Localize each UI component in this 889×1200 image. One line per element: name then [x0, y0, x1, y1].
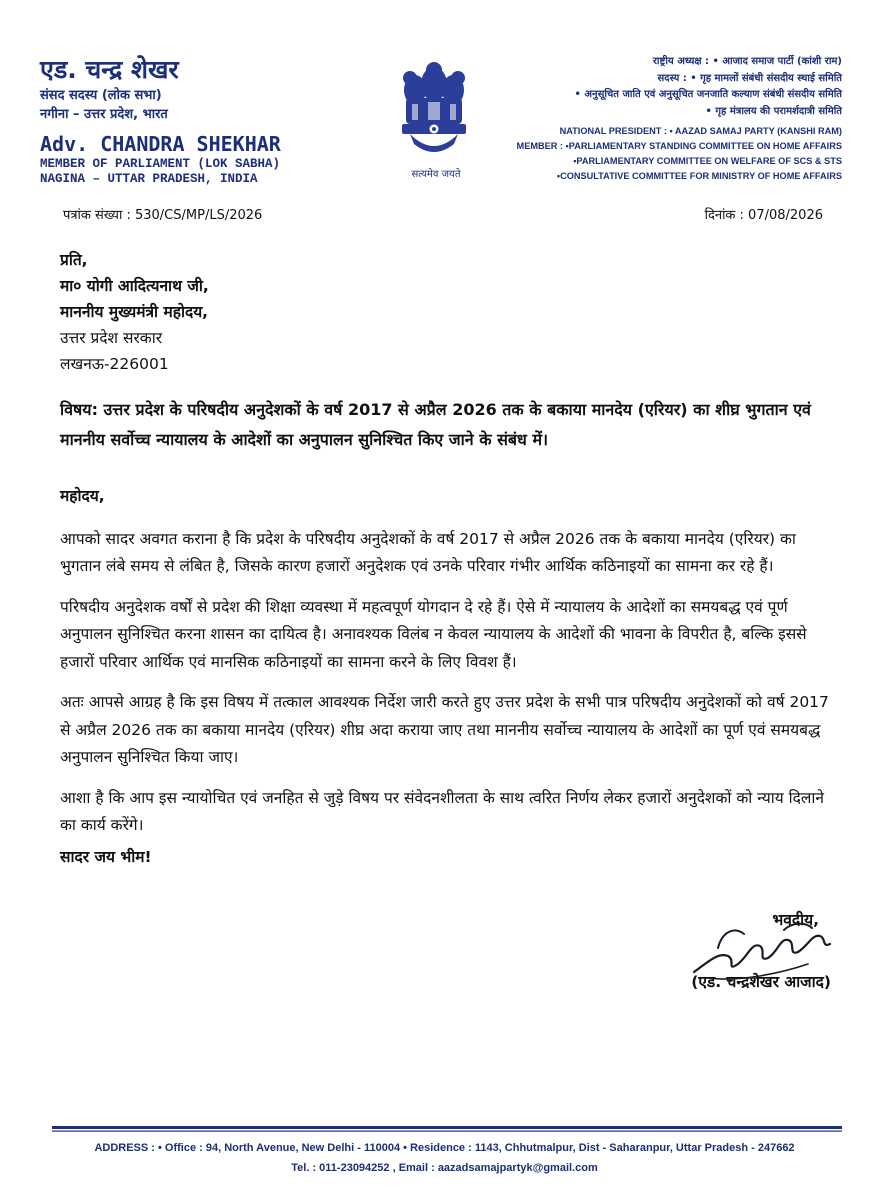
body-paragraph: परिषदीय अनुदेशक वर्षों से प्रदेश की शिक्षा व्यवस्था में महत्वपूर्ण योगदान दे रहे हैं। ऐसे में न्यायालय के आदेशों का समयबद्ध एवं पूर्ण अनुपालन सुनिश्चित करना शासन का दायित्व है। अनावश्यक विलंब न केवल न्यायालय के आदेशों की भावना के विपरीत है, बल्कि इससे हजारों परिवार आर्थिक एवं मानसिक कठिनाइयों का सामना करने के लिए विवश हैं।: [60, 597, 807, 671]
yours-faithfully: भवदीय,: [772, 911, 819, 929]
letterhead-right: [517, 54, 842, 184]
position-line-hindi: सदस्य : • गृह मामलों संबंधी संसदीय स्थाई समिति: [657, 72, 842, 84]
letter-subject: विषय: उत्तर प्रदेश के परिषदीय अनुदेशकों के वर्ष 2017 से अप्रैल 2026 तक के बकाया मानदेय (एरियर) का शीघ्र भुगतान एवं माननीय सर्वोच्च न्यायालय के आदेशों का अनुपालन सुनिश्चित किए जाने के संबंध में।: [60, 400, 811, 449]
position-line-english: •PARLIAMENTARY COMMITTEE ON WELFARE OF SCS & STS: [573, 156, 842, 166]
signatory-name: (एड. चन्द्रशेखर आजाद): [691, 973, 831, 991]
recipient-office: उत्तर प्रदेश सरकार: [60, 329, 163, 347]
salutation: महोदय,: [60, 487, 105, 505]
body-paragraph: अतः आपसे आग्रह है कि इस विषय में तत्काल आवश्यक निर्देश जारी करते हुए उत्तर प्रदेश के सभी पात्र परिषदीय अनुदेशकों को वर्ष 2017 से अप्रैल 2026 तक का बकाया मानदेय (एरियर) शीघ्र अदा कराया जाए तथा माननीय सर्वोच्च न्यायालय के आदेशों का पूर्ण एवं समयबद्ध अनुपालन सुनिश्चित किया जाए।: [60, 693, 829, 766]
sender-name-hindi: एड. चन्द्र शेखर: [40, 55, 179, 84]
position-line-english: •CONSULTATIVE COMMITTEE FOR MINISTRY OF HOME AFFAIRS: [556, 171, 842, 181]
recipient-name: मा० योगी आदित्यनाथ जी,: [60, 277, 209, 295]
recipient-title: माननीय मुख्यमंत्री महोदय,: [60, 303, 209, 321]
position-line-hindi: राष्ट्रीय अध्यक्ष : • आजाद समाज पार्टी (कांशी राम): [652, 56, 842, 67]
emblem-motto: सत्यमेव जयते: [411, 169, 461, 180]
recipient-city: लखनऊ-226001: [60, 355, 169, 373]
recipient-address: [60, 247, 209, 377]
sender-place-english: NAGINA – UTTAR PRADESH, INDIA: [40, 172, 258, 186]
sender-role-hindi: संसद सदस्य (लोक सभा): [40, 88, 162, 103]
closing-line: सादर जय भीम!: [60, 847, 152, 866]
body-paragraph: आशा है कि आप इस न्यायोचित एवं जनहित से जुड़े विषय पर संवेदनशीलता के साथ त्वरित निर्णय लेकर हजारों अनुदेशकों को न्याय दिलाने का कार्य करेंगे।: [60, 788, 825, 834]
handwritten-signature: [688, 912, 838, 992]
body-paragraph: आपको सादर अवगत कराना है कि प्रदेश के परिषदीय अनुदेशकों के वर्ष 2017 से अप्रैल 2026 तक के बकाया मानदेय (एरियर) का भुगतान लंबे समय से लंबित है, जिसके कारण हजारों अनुदेशक एवं उनके परिवार गंभीर आर्थिक कठिनाइयों का सामना कर रहे हैं।: [60, 529, 796, 575]
letterhead-left: [40, 54, 281, 187]
position-line-hindi: • गृह मंत्रालय की परामर्शदात्री समिति: [705, 105, 842, 117]
footer-divider: [52, 1126, 842, 1132]
letter-body: [60, 483, 835, 884]
footer-address: ADDRESS : • Office : 94, North Avenue, New Delhi - 110004 • Residence : 1143, Chhutmalpur, Dist - Saharanpur, Uttar Pradesh - 247662: [94, 1142, 795, 1154]
footer-contact: Tel. : 011-23094252 , Email : aazadsamajpartyk@gmail.com: [291, 1162, 598, 1174]
address-to: प्रति,: [60, 251, 88, 269]
sender-place-hindi: नगीना – उत्तर प्रदेश, भारत: [40, 107, 168, 122]
position-line-english: MEMBER : •PARLIAMENTARY STANDING COMMITTEE ON HOME AFFAIRS: [516, 141, 842, 151]
sender-name-english: Adv. CHANDRA SHEKHAR: [40, 132, 281, 156]
letter-date: दिनांक : 07/08/2026: [704, 208, 823, 223]
reference-number: पत्रांक संख्या : 530/CS/MP/LS/2026: [63, 208, 263, 223]
position-line-english: NATIONAL PRESIDENT : • AAZAD SAMAJ PARTY (KANSHI RAM): [559, 126, 842, 136]
sender-role-english: MEMBER OF PARLIAMENT (LOK SABHA): [40, 157, 281, 171]
national-emblem-icon: [388, 58, 480, 168]
position-line-hindi: • अनुसूचित जाति एवं अनुसूचित जनजाति कल्याण संबंधी संसदीय समिति: [574, 89, 842, 100]
footer: [0, 1138, 889, 1178]
